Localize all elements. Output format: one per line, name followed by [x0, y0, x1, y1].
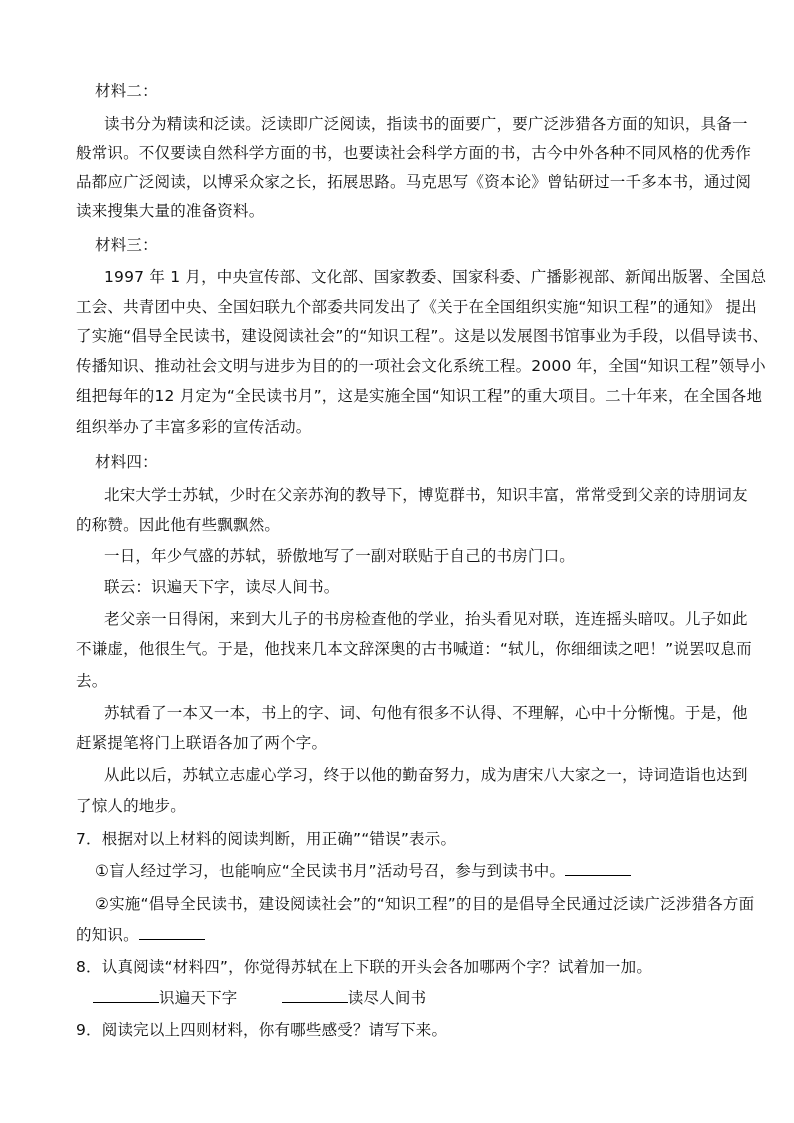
answer-blank-7-1[interactable] [565, 861, 631, 876]
question-8-stem: 8．认真阅读“材料四”，你觉得苏轼在上下联的开头会各加哪两个字？试着加一加。 [76, 958, 653, 976]
question-7-item-2-text: 的知识。 [76, 926, 139, 944]
material-3-line: 1997 年 1 月，中央宣传部、文化部、国家教委、国家科委、广播影视部、新闻出版署、全国总 [104, 268, 767, 286]
material-4-line: 北宋大学士苏轼，少时在父亲苏洵的教导下，博览群书，知识丰富，常常受到父亲的诗朋词友 [104, 486, 748, 504]
material-4-line: 苏轼看了一本又一本，书上的字、词、句他有很多不认得、不理解，心中十分惭愧。于是，他 [104, 704, 748, 722]
material-3-heading: 材料三： [95, 236, 158, 254]
material-2-line: 读书分为精读和泛读。泛读即广泛阅读，指读书的面要广，要广泛涉猎各方面的知识，具备一 [104, 115, 748, 133]
material-4-line: 从此以后，苏轼立志虚心学习，终于以他的勤奋努力，成为唐宋八大家之一，诗词造诣也达到 [104, 766, 748, 784]
answer-blank-7-2[interactable] [139, 925, 205, 940]
material-2-line: 品都应广泛阅读，以博采众家之长，拓展思路。马克思写《资本论》曾钻研过一千多本书，通过阅 [76, 173, 752, 191]
material-4-line: 了惊人的地步。 [76, 797, 186, 815]
material-2-line: 般常识。不仅要读自然科学方面的书，也要读社会科学方面的书，古今中外各种不同风格的优秀作 [76, 144, 752, 162]
question-9-stem: 9．阅读完以上四则材料，你有哪些感受？请写下来。 [76, 1021, 448, 1039]
material-4-line: 去。 [76, 672, 108, 690]
question-7-item-2: ②实施“倡导全民读书，建设阅读社会”的“知识工程”的目的是倡导全民通过泛读广泛涉猎各方面 [95, 895, 755, 913]
material-2-line: 读来搜集大量的准备资料。 [76, 202, 265, 220]
question-8-couplet-row [93, 988, 426, 1008]
question-7-item-1 [95, 861, 631, 881]
couplet-first-line: 识遍天下字 [159, 989, 238, 1007]
material-3-line: 传播知识、推动社会文明与进步为目的的一项社会文化系统工程。2000 年，全国“知识工程”领导小 [76, 357, 766, 375]
material-4-line: 联云：识遍天下字，读尽人间书。 [104, 578, 340, 596]
material-4-line: 一日，年少气盛的苏轼，骄傲地写了一副对联贴于自己的书房门口。 [104, 547, 576, 565]
question-7-item-1-text: ①盲人经过学习，也能响应“全民读书月”活动号召，参与到读书中。 [95, 862, 566, 880]
material-4-line: 老父亲一日得闲，来到大儿子的书房检查他的学业，抬头看见对联，连连摇头暗叹。儿子如此 [104, 610, 748, 628]
couplet-second-line: 读尽人间书 [347, 989, 427, 1007]
material-3-line: 了实施“倡导全民读书，建设阅读社会”的“知识工程”。这是以发展图书馆事业为手段，以倡导读书、 [76, 327, 769, 345]
material-3-line: 组织举办了丰富多彩的宣传活动。 [76, 418, 312, 436]
material-4-line: 不谦虚，他很生气。于是，他找来几本文辞深奥的古书喊道：“轼儿，你细细读之吧！”说罢叹息而 [76, 640, 752, 658]
answer-blank-8-1[interactable] [93, 988, 159, 1003]
question-7-item-2-cont [76, 925, 205, 945]
material-2-heading: 材料二： [95, 82, 158, 100]
material-3-line: 组把每年的12 月定为“全民读书月”，这是实施全国“知识工程”的重大项目。二十年来，在全国各地 [76, 387, 763, 405]
question-7-stem: 7．根据对以上材料的阅读判断，用正确”“错误”表示。 [76, 830, 457, 848]
answer-blank-8-2[interactable] [282, 988, 348, 1003]
material-4-line: 的称赞。因此他有些飘飘然。 [76, 516, 281, 534]
material-3-line: 工会、共青团中央、全国妇联九个部委共同发出了《关于在全国组织实施“知识工程”的通知》 提出 [76, 298, 757, 316]
material-4-heading: 材料四： [95, 453, 158, 471]
material-4-line: 赶紧提笔将门上联语各加了两个字。 [76, 734, 328, 752]
